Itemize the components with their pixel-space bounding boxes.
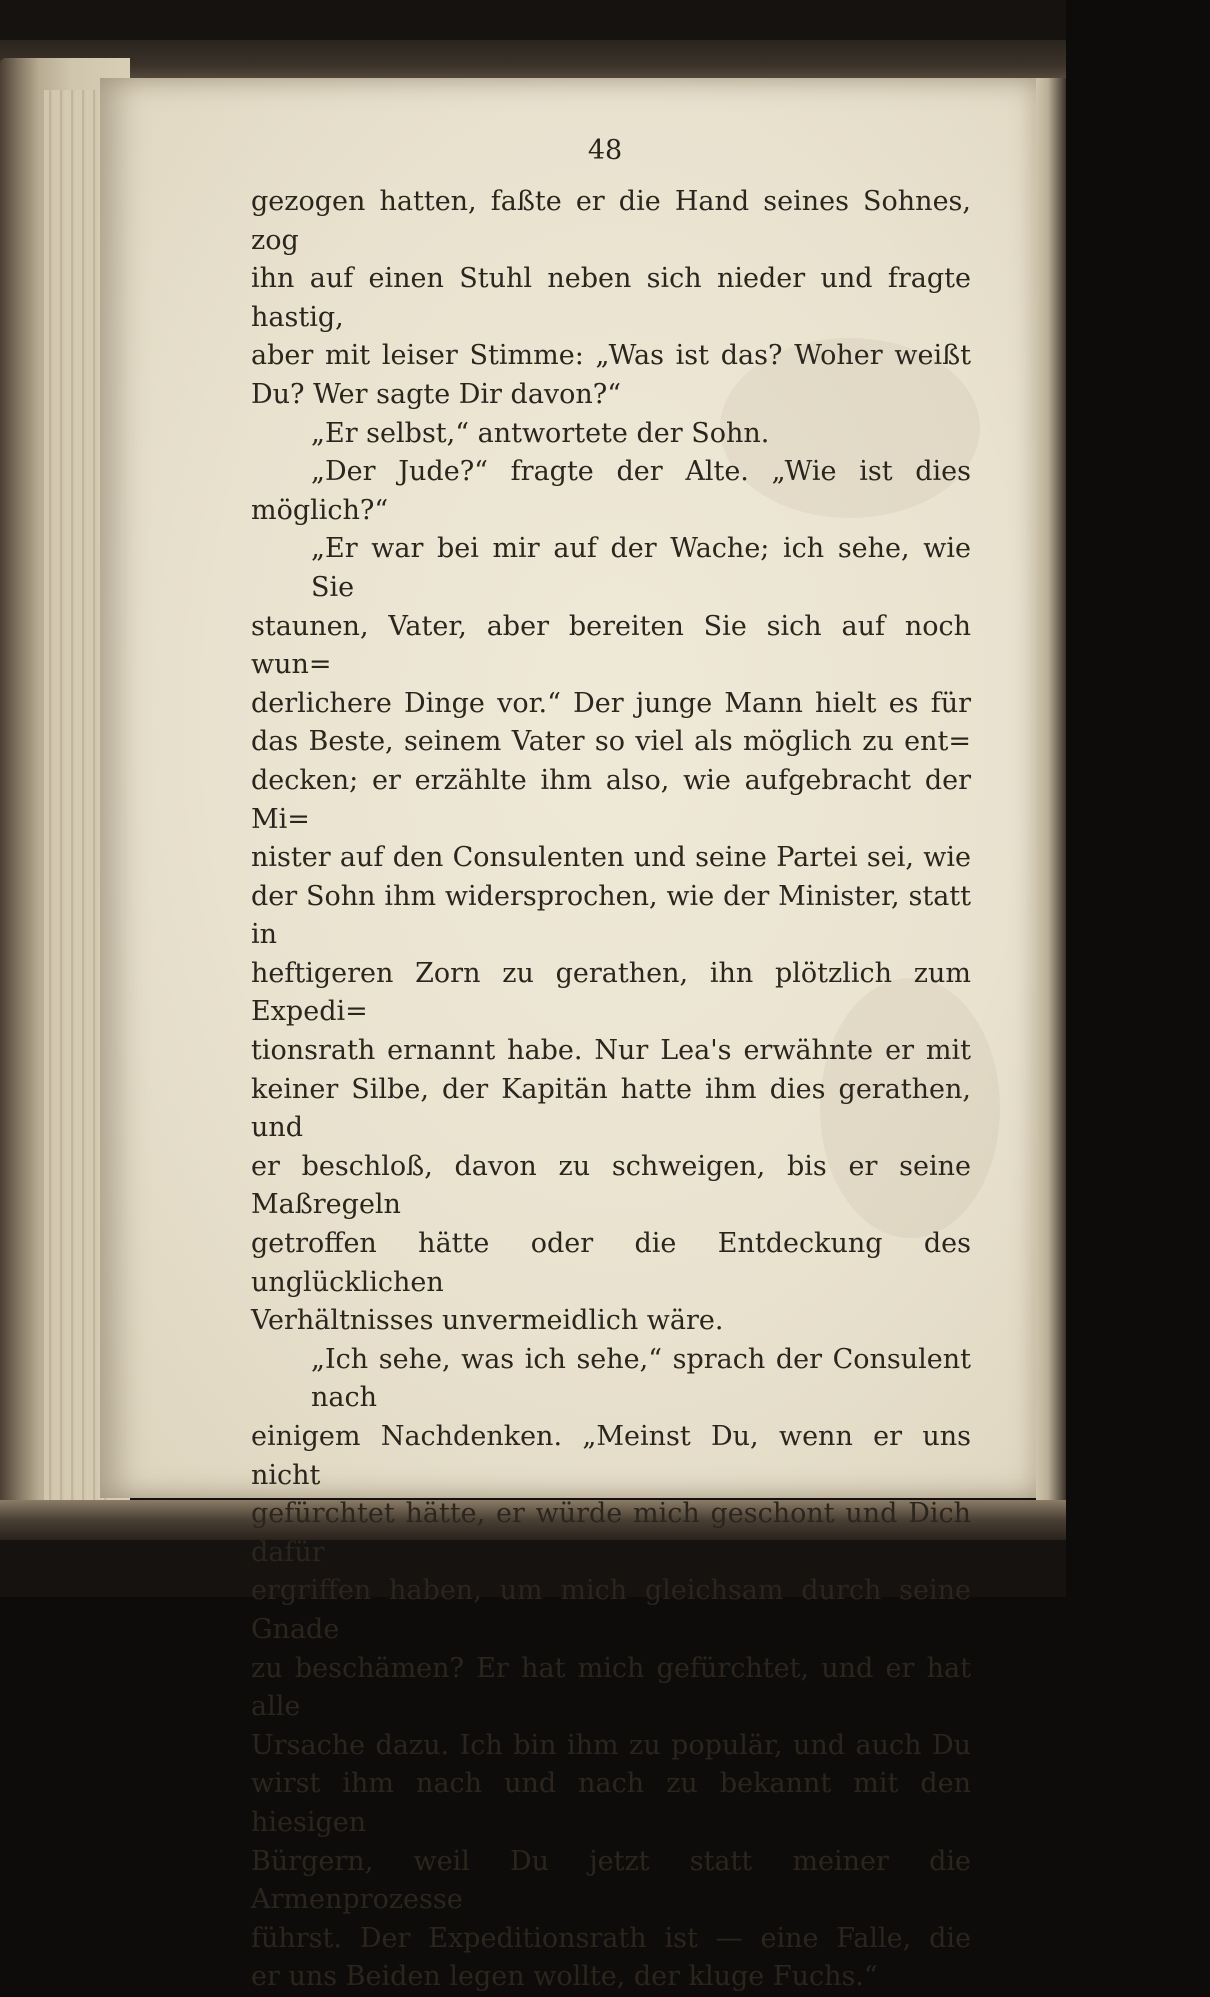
text-line: Ursache dazu. Ich bin ihm zu populär, und auch Du <box>251 1729 971 1761</box>
text-line: möglich?“ <box>251 494 389 526</box>
text-line: zu beschämen? Er hat mich gefürchtet, und er hat alle <box>251 1652 971 1723</box>
page-right-edge <box>1036 78 1066 1518</box>
text-line: tionsrath ernannt habe. Nur Lea's erwähnte er mit <box>251 1035 971 1067</box>
text-line: ihn auf einen Stuhl neben sich nieder und fragte hastig, <box>251 263 971 333</box>
page-text <box>251 183 971 1997</box>
text-line: decken; er erzählte ihm also, wie aufgebracht der Mi= <box>251 764 971 835</box>
text-line: „Der Jude?“ fragte der Alte. „Wie ist dies <box>311 456 971 488</box>
text-line: „Er war bei mir auf der Wache; ich sehe, wie Sie <box>311 533 971 603</box>
text-line: Bürgern, weil Du jetzt statt meiner die Armenprozesse <box>251 1845 971 1916</box>
text-line: „Er selbst,“ antwortete der Sohn. <box>311 417 770 449</box>
text-line: führst. Der Expeditionsrath ist — eine Falle, die <box>251 1922 971 1954</box>
text-line: nister auf den Consulenten und seine Partei sei, wie <box>251 842 971 874</box>
text-line: der Sohn ihm widersprochen, wie der Minister, statt in <box>251 880 971 951</box>
text-line: Du? Wer sagte Dir davon?“ <box>251 378 622 410</box>
text-line: aber mit leiser Stimme: „Was ist das? Woher weißt <box>251 340 971 372</box>
text-line: ergriffen haben, um mich gleichsam durch seine Gnade <box>251 1575 971 1645</box>
text-line: einigem Nachdenken. „Meinst Du, wenn er uns nicht <box>251 1421 971 1491</box>
text-line: Verhältnisses unvermeidlich wäre. <box>251 1305 724 1337</box>
book-cover-top <box>0 40 1066 82</box>
text-line: er beschloß, davon zu schweigen, bis er seine Maßregeln <box>251 1150 971 1221</box>
text-line: keiner Silbe, der Kapitän hatte ihm dies gerathen, und <box>251 1073 971 1144</box>
text-line: getroffen hätte oder die Entdeckung des unglücklichen <box>251 1228 971 1298</box>
text-line: er uns Beiden legen wollte, der kluge Fuchs.“ <box>251 1961 878 1993</box>
text-line: „Ich sehe, was ich sehe,“ sprach der Consulent nach <box>311 1343 971 1414</box>
text-line: das Beste, seinem Vater so viel als möglich zu ent= <box>251 726 971 758</box>
text-line: gefürchtet hätte, er würde mich geschont und Dich dafür <box>251 1498 971 1568</box>
page-number: 48 <box>587 135 623 166</box>
text-line: staunen, Vater, aber bereiten Sie sich auf noch wun= <box>251 610 971 681</box>
text-line: heftigeren Zorn zu gerathen, ihn plötzlich zum Expedi= <box>251 957 971 1028</box>
text-line: derlichere Dinge vor.“ Der junge Mann hielt es für <box>251 687 971 719</box>
text-line: gezogen hatten, faßte er die Hand seines Sohnes, zog <box>251 186 971 256</box>
text-line: wirst ihm nach und nach zu bekannt mit den hiesigen <box>251 1768 971 1838</box>
